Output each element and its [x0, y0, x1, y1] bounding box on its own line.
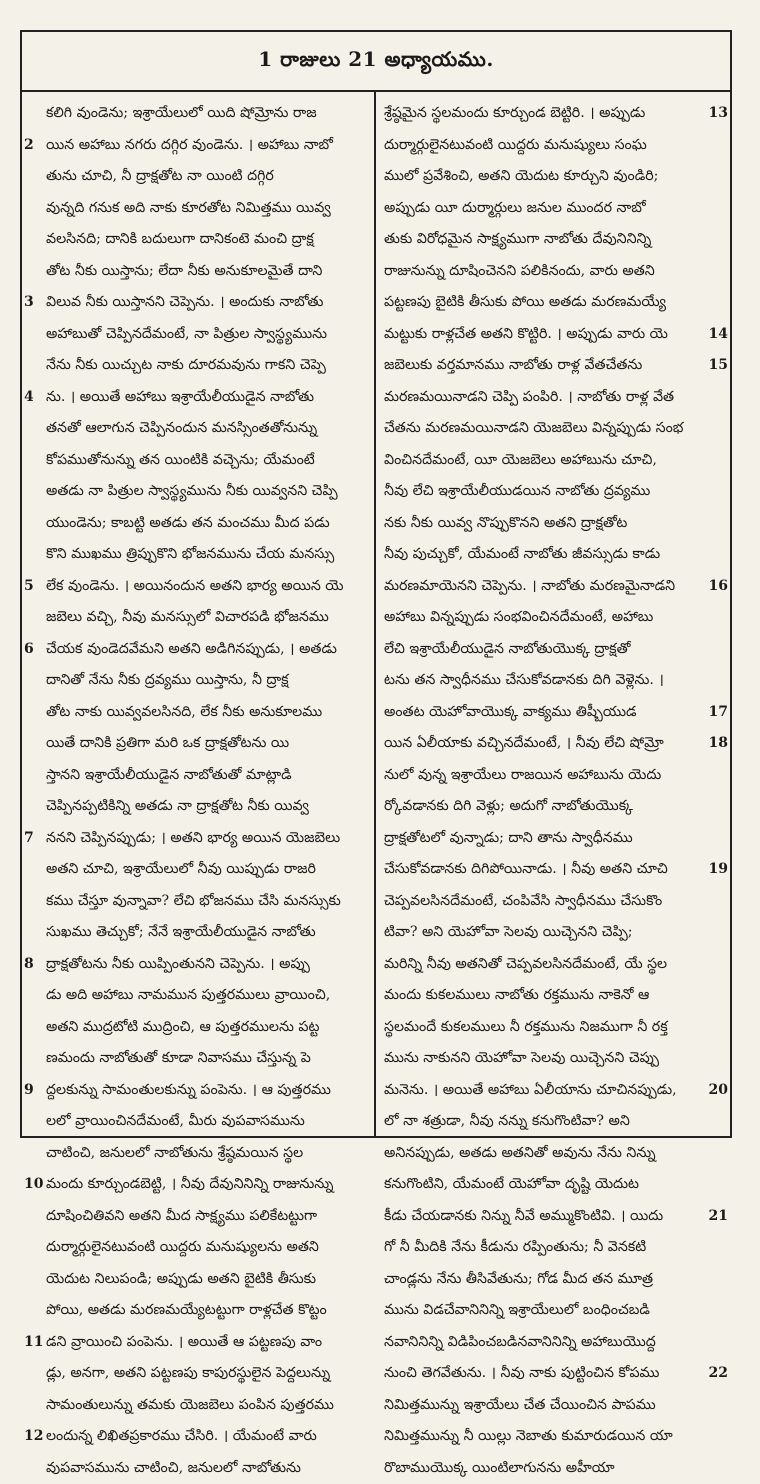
text-line — [376, 1043, 730, 1075]
line-text: తుకు విరోధమైన సాక్ష్యముగా నాబోతు దేవునినిన్ని — [384, 231, 651, 247]
line-text: లేచి ఇశ్రాయేలీయుడైన నాబోతుయొక్క ద్రాక్షతో — [384, 641, 630, 657]
line-text: చేయక వుండెదవేమని అతని అడిగినప్పుడు, । అతడు — [46, 641, 337, 657]
line-text: మరిన్ని నీవు అతనితో చెప్పవలసినదేమంటే, యే స్థల — [384, 956, 667, 972]
line-text: మరణమయినాడని చెప్పి పంపిరి. । నాబోతు రాళ్ల వేత — [384, 389, 674, 405]
line-text: రాజునున్ను దూషించెనని పలికినందు, వారు అతని — [384, 263, 655, 279]
line-text: ణమందు నాబోతుతో కూడా నివాసము చేస్తున్న పె — [46, 1050, 311, 1066]
verse-number: 14 — [709, 319, 728, 351]
text-line — [376, 1138, 730, 1170]
line-text: మందు కుకలములు నాబోతు రక్తమును నాకెనో ఆ — [384, 987, 649, 1003]
line-text: టివా? అని యెహోవా సెలవు యిచ్చెనని చెప్పి; — [384, 924, 633, 940]
line-text: ములో ప్రవేశించి, అతని యెదుట కూర్చుని వుండిరి; — [384, 168, 658, 184]
verse-number: 7 — [24, 823, 34, 855]
line-text: డని వ్రాయించి పంపెను. । అయితే ఆ పట్టణపు వాం — [46, 1334, 322, 1350]
line-text: తును చూచి, నీ ద్రాక్షతోట నా యింటి దగ్గిర — [46, 168, 274, 184]
text-line — [22, 697, 374, 729]
text-line — [376, 1421, 730, 1453]
text-line — [22, 98, 374, 130]
text-line — [376, 130, 730, 162]
text-line — [22, 539, 374, 571]
text-line — [22, 1390, 374, 1422]
text-line — [376, 1264, 730, 1296]
line-text: అతని ముద్రటోటి ముద్రించి, ఆ పుత్తరములను పట్ట — [46, 1019, 319, 1035]
text-line — [22, 728, 374, 760]
text-line — [376, 1390, 730, 1422]
text-line — [22, 1138, 374, 1170]
text-line — [22, 1169, 374, 1201]
line-text: స్తానని ఇశ్రాయేలీయుడైన నాబోతుతో మాట్లాడి — [46, 767, 292, 783]
line-text: లలో వ్రాయించినదేమంటే, మీరు వుపవాసమును — [46, 1113, 305, 1129]
text-line — [22, 161, 374, 193]
chapter-title: 1 రాజులు 21 అధ్యాయము. — [258, 47, 494, 76]
text-line — [376, 1453, 730, 1484]
verse-number: 6 — [24, 634, 34, 666]
line-text: విలువ నీకు యిస్తానని చెప్పెను. । అందుకు నాబోతు — [46, 294, 323, 310]
line-text: మును విడచేవానినిన్ని ఇశ్రాయేలులో బంధించబడి — [384, 1302, 650, 1318]
text-line — [376, 1295, 730, 1327]
verse-number: 16 — [709, 571, 728, 603]
line-text: వున్నది గనుక అది నాకు కూరతోట నిమిత్తము యివ్వ — [46, 200, 331, 216]
line-text: డు అది అహాబు నామమున పుత్తరములు వ్రాయించి, — [46, 987, 330, 1003]
text-line — [376, 728, 730, 760]
line-text: పోయి, అతడు మరణమయ్యేటట్టుగా రాళ్లచేత కొట్టం — [46, 1302, 327, 1318]
right-column — [376, 92, 730, 1136]
line-text: మనెను. । అయితే అహాబు ఏలీయాను చూచినప్పుడు, — [384, 1082, 677, 1098]
text-line — [376, 413, 730, 445]
text-line — [376, 224, 730, 256]
line-text: ద్రాక్షతోటలో వున్నాడు; దాని తాను స్వాధీనము — [384, 830, 633, 846]
text-line — [376, 287, 730, 319]
line-text: ర్కోవడానకు దిగి వెళ్లు; అదుగో నాబోతుయొక్క — [384, 798, 633, 814]
line-text: కొని ముఖము త్రిప్పుకొని భోజనమును చేయ మనస్సు — [46, 546, 334, 562]
line-text: నిమిత్తమున్ను నీ యిల్లు నెబాతు కుమారుడయిన యా — [384, 1428, 673, 1444]
text-line — [22, 634, 374, 666]
line-text: దూషించితివని అతని మీద సాక్ష్యము పలికేటట్టుగా — [46, 1208, 317, 1224]
left-column — [22, 92, 376, 1136]
text-line — [22, 854, 374, 886]
text-line — [22, 382, 374, 414]
line-text: చాండ్లను నేను తీసివేతును; గోడ మీద తన మూత్ర — [384, 1271, 653, 1287]
text-line — [22, 665, 374, 697]
verse-number: 5 — [24, 571, 34, 603]
line-text: కము చేస్తూ వున్నావా? లేచి భోజనము చేసి మనస్సుకు — [46, 893, 341, 909]
text-line — [376, 445, 730, 477]
text-line — [22, 413, 374, 445]
text-line — [22, 823, 374, 855]
verse-number: 22 — [709, 1358, 728, 1390]
line-text: స్థలమందే కుకలములు నీ రక్తమును నిజముగా నీ రక్త — [384, 1019, 668, 1035]
line-text: అతని చూచి, ఇశ్రాయేలులో నీవు యిప్పుడు రాజరి — [46, 861, 316, 877]
text-line — [376, 476, 730, 508]
text-line — [22, 319, 374, 351]
line-text: డ్లు, అనగా, అతని పట్టణపు కాపురస్థులైన పెద్దలున్ను — [46, 1365, 330, 1381]
line-text: జబెలుకు వర్తమానము నాబోతు రాళ్ల వేతచేతను — [384, 357, 642, 373]
text-line — [22, 760, 374, 792]
text-line — [22, 917, 374, 949]
text-line — [376, 634, 730, 666]
line-text: యిన అహాబు నగరు దగ్గిర వుండెను. । అహాబు నాబో — [46, 137, 333, 153]
text-line — [376, 539, 730, 571]
text-line — [22, 1232, 374, 1264]
line-text: అతడు నా పిత్రుల స్వాస్థ్యమును నీకు యివ్వనని చెప్పి — [46, 483, 338, 499]
line-text: సామంతులున్ను తమకు యెజబెలు పంపిన పుత్తరము — [46, 1397, 334, 1413]
text-line — [22, 287, 374, 319]
line-text: ననని చెప్పినప్పుడు; । అతని భార్య అయిన యెజబెలు — [46, 830, 340, 846]
line-text: నీవు పుచ్చుకో, యేమంటే నాబోతు జీవస్సుడు కాడు — [384, 546, 660, 562]
line-text: తనతో ఆలాగున చెప్పినందున మనస్సింతతోనున్ను — [46, 420, 317, 436]
text-line — [376, 949, 730, 981]
text-line — [22, 130, 374, 162]
line-text: వించినదేమంటే, యీ యెజబెలు అహాబును చూచి, — [384, 452, 657, 468]
text-line — [376, 854, 730, 886]
verse-number: 13 — [709, 98, 728, 130]
text-line — [376, 508, 730, 540]
text-line — [22, 980, 374, 1012]
line-text: టను తన స్వాధీనము చేసుకోవడానకు దిగి వెళ్లెను. । — [384, 672, 664, 688]
text-line — [376, 1232, 730, 1264]
line-text: జబెలు వచ్చి, నీవు మనస్సులో విచారపడి భోజనము — [46, 609, 329, 625]
line-text: రొబాముయొక్క యింటిలాగునను అహీయా — [384, 1460, 615, 1476]
text-line — [376, 980, 730, 1012]
text-line — [376, 571, 730, 603]
text-line — [22, 445, 374, 477]
text-line — [376, 1106, 730, 1138]
text-line — [22, 193, 374, 225]
line-text: ను. । అయితే అహాబు ఇశ్రాయేలీయుడైన నాబోతు — [46, 389, 314, 405]
text-line — [376, 665, 730, 697]
line-text: నీవు లేచి ఇశ్రాయేలీయుడయిన నాబోతు ద్రవ్యము — [384, 483, 650, 499]
text-line — [376, 193, 730, 225]
line-text: తోట నాకు యివ్వవలసినది, లేక నీకు అనుకూలము — [46, 704, 322, 720]
line-text: నులో వున్న ఇశ్రాయేలు రాజయిన అహాబును యెదు — [384, 767, 661, 783]
text-line — [376, 1169, 730, 1201]
text-line — [22, 1264, 374, 1296]
line-text: యుండెను; కాబట్టి అతడు తన మంచము మీద పడు — [46, 515, 330, 531]
text-line — [22, 476, 374, 508]
text-line — [22, 886, 374, 918]
text-line — [376, 319, 730, 351]
line-text: ద్దలకున్ను సామంతులకున్ను పంపెను. । ఆ పుత్తరము — [46, 1082, 331, 1098]
verse-number: 4 — [24, 382, 34, 414]
text-line — [376, 823, 730, 855]
line-text: లేక వుండెను. । అయినందున అతని భార్య అయిన యె — [46, 578, 344, 594]
line-text: ద్రాక్షతోటను నీకు యిప్పింతునని చెప్పెను. । అప్పు — [46, 956, 310, 972]
line-text: అనినప్పుడు, అతడు అతనితో అవును నేను నిన్ను — [384, 1145, 655, 1161]
text-line — [376, 917, 730, 949]
text-line — [22, 256, 374, 288]
text-line — [376, 161, 730, 193]
verse-number: 3 — [24, 287, 34, 319]
text-line — [22, 1295, 374, 1327]
line-text: మరణమాయెనని చెప్పెను. । నాబోతు మరణమైనాడని — [384, 578, 675, 594]
line-text: కోపముతోనున్ను తన యింటికి వచ్చెను; యేమంటే — [46, 452, 315, 468]
text-line — [22, 949, 374, 981]
line-text: నకు నీకు యివ్వ నొప్పుకొనని అతని ద్రాక్షతోట — [384, 515, 627, 531]
text-line — [22, 1201, 374, 1233]
line-text: వుపవాసమును చాటించి, జనులలో నాబోతును — [46, 1460, 301, 1476]
line-text: చెప్పవలసినదేమంటే, చంపివేసి స్వాధీనము చేసుకొం — [384, 893, 662, 909]
line-text: యితే దానికి ప్రతిగా మరి ఒక ద్రాక్షతోటను యి — [46, 735, 289, 751]
text-line — [22, 791, 374, 823]
text-line — [376, 382, 730, 414]
text-line — [376, 1075, 730, 1107]
line-text: తోట నీకు యిస్తాను; లేదా నీకు అనుకూలమైతే దాని — [46, 263, 322, 279]
verse-number: 10 — [24, 1169, 43, 1201]
text-line — [22, 1012, 374, 1044]
line-text: అంతట యెహోవాయొక్క వాక్యము తిష్బీయుడ — [384, 704, 637, 720]
line-text: కీడు చేయడానకు నిన్ను నీవే అమ్ముకొంటివి. । యిదు — [384, 1208, 663, 1224]
text-line — [22, 1327, 374, 1359]
line-text: చాటించి, జనులలో నాబోతును శ్రేష్ఠమయిన స్థల — [46, 1145, 303, 1161]
line-text: దానితో నేను నీకు ద్రవ్యము యిస్తాను, నీ ద్రాక్ష — [46, 672, 289, 688]
text-line — [376, 1201, 730, 1233]
text-line — [22, 1358, 374, 1390]
line-text: దుర్మార్గులైనటువంటి యిద్దరు మనుష్యులు సంఘ — [384, 137, 647, 153]
line-text: చేతను మరణమయినాడని యెజబెలు విన్నప్పుడు సంభ — [384, 420, 683, 436]
verse-number: 2 — [24, 130, 34, 162]
line-text: నవానినిన్ని విడిపించబడినవానినిన్ని అహాబుయొద్ద — [384, 1334, 656, 1350]
text-line — [22, 1453, 374, 1484]
text-line — [376, 350, 730, 382]
line-text: సుఖము తెచ్చుకో; నేనే ఇశ్రాయేలీయుడైన నాబోతు — [46, 924, 316, 940]
line-text: లందున్న లిఖితప్రకారము చేసిరి. । యేమంటే వారు — [46, 1428, 317, 1444]
verse-number: 19 — [709, 854, 728, 886]
text-line — [376, 791, 730, 823]
line-text: మును నాకునని యెహోవా సెలవు యిచ్చెనని చెప్పు — [384, 1050, 659, 1066]
text-columns — [22, 92, 730, 1136]
line-text: లో నా శత్రుడా, నీవు నన్ను కనుగొంటివా? అని — [384, 1113, 630, 1129]
line-text: నేను నీకు యిచ్చుట నాకు దూరమవును గాకని చెప్పె — [46, 357, 326, 373]
line-text: అహాబు విన్నప్పుడు సంభవించినదేమంటే, అహాబు — [384, 609, 653, 625]
line-text: యెదుట నిలుపండి; అప్పుడు అతని బైటికి తీసుకు — [46, 1271, 316, 1287]
text-line — [376, 256, 730, 288]
line-text: అహాబుతో చెప్పినదేమంటే, నా పిత్రుల స్వాస్థ్యమును — [46, 326, 327, 342]
verse-number: 21 — [709, 1201, 728, 1233]
text-line — [22, 1106, 374, 1138]
text-line — [22, 350, 374, 382]
text-line — [22, 1421, 374, 1453]
text-line — [376, 602, 730, 634]
text-line — [376, 98, 730, 130]
line-text: నుంచి తెగవేతును. । నీవు నాకు పుట్టించిన కోపము — [384, 1365, 659, 1381]
chapter-header — [22, 32, 730, 92]
text-line — [376, 1358, 730, 1390]
verse-number: 12 — [24, 1421, 43, 1453]
verse-number: 8 — [24, 949, 34, 981]
text-line — [22, 224, 374, 256]
verse-number: 17 — [709, 697, 728, 729]
text-line — [376, 1012, 730, 1044]
verse-number: 9 — [24, 1075, 34, 1107]
text-line — [376, 886, 730, 918]
text-line — [22, 571, 374, 603]
line-text: మట్టుకు రాళ్లచేత అతని కొట్టిరి. । అప్పుడు వారు యె — [384, 326, 668, 342]
verse-number: 20 — [709, 1075, 728, 1107]
text-line — [376, 760, 730, 792]
line-text: కలిగి వుండెను; ఇశ్రాయేలులో యిది షోమ్రోను రాజ — [46, 105, 317, 121]
line-text: నిమిత్తమున్ను ఇశ్రాయేలు చేత చేయించిన పాపము — [384, 1397, 656, 1413]
bible-page — [20, 30, 732, 1138]
line-text: వలసినది; దానికి బదులుగా దానికంటె మంచి ద్రాక్ష — [46, 231, 314, 247]
verse-number: 15 — [709, 350, 728, 382]
text-line — [22, 602, 374, 634]
line-text: యిన ఏలీయాకు వచ్చినదేమంటే, । నీవు లేచి షోమ్రో — [384, 735, 664, 751]
text-line — [22, 1075, 374, 1107]
text-line — [22, 1043, 374, 1075]
line-text: కనుగొంటిని, యేమంటే యెహోవా దృష్టి యెదుట — [384, 1176, 639, 1192]
line-text: గో నీ మీదికి నేను కీడును రప్పింతును; నీ వెనకటి — [384, 1239, 646, 1255]
line-text: మందు కూర్చుండబెట్టి, । నీవు దేవునినిన్ని రాజునున్ను — [46, 1176, 333, 1192]
verse-number: 11 — [24, 1327, 43, 1359]
line-text: పట్టణపు బైటికి తీసుకు పోయి అతడు మరణమయ్యే — [384, 294, 666, 310]
line-text: చెప్పినప్పటికిన్ని అతడు నా ద్రాక్షతోట నీకు యివ్వ — [46, 798, 309, 814]
line-text: అప్పుడు యీ దుర్మార్గులు జనుల ముందర నాబో — [384, 200, 646, 216]
verse-number: 18 — [709, 728, 728, 760]
text-line — [376, 697, 730, 729]
line-text: దుర్మార్గులైనటువంటి యిద్దరు మనుష్యులను అతని — [46, 1239, 319, 1255]
line-text: చేసుకోవడానకు దిగిపోయినాడు. । నీవు అతని చూచి — [384, 861, 668, 877]
text-line — [22, 508, 374, 540]
text-line — [376, 1327, 730, 1359]
line-text: శ్రేష్ఠమైన స్థలమందు కూర్చుండ బెట్టిరి. । అప్పుడు — [384, 105, 645, 121]
